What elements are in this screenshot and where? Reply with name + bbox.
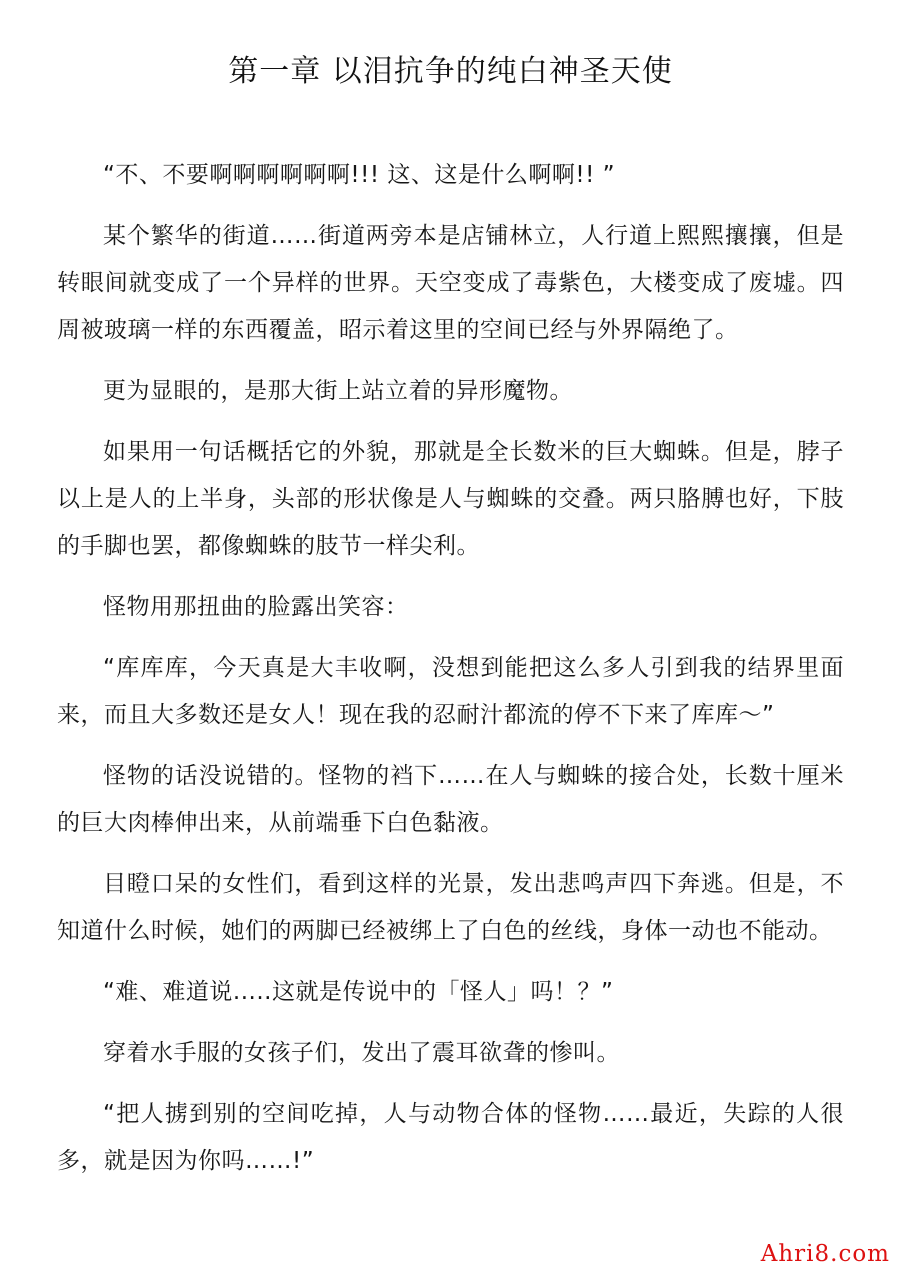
paragraph: 穿着水手服的女孩子们，发出了震耳欲聋的惨叫。	[103, 1040, 620, 1066]
paragraph: 更为显眼的，是那大街上站立着的异形魔物。	[103, 378, 573, 404]
watermark-link[interactable]: Ahri8.com	[760, 1241, 890, 1267]
paragraph: 目瞪口呆的女性们，看到这样的光景，发出悲鸣声四下奔逃。但是，不知道什么时候，她们的两脚已经被绑上了白色的丝线，身体一动也不能动。	[57, 871, 844, 944]
paragraph: “库库库，今天真是大丰收啊，没想到能把这么多人引到我的结界里面来，而且大多数还是女人！现在我的忍耐汁都流的停不下来了库库～”	[57, 655, 844, 728]
paragraph: 如果用一句话概括它的外貌，那就是全长数米的巨大蜘蛛。但是，脖子以上是人的上半身，头部的形状像是人与蜘蛛的交叠。两只胳膊也好，下肢的手脚也罢，都像蜘蛛的肢节一样尖利。	[57, 439, 844, 559]
paragraph: 某个繁华的街道……街道两旁本是店铺林立，人行道上熙熙攘攘，但是转眼间就变成了一个异样的世界。天空变成了毒紫色，大楼变成了废墟。四周被玻璃一样的东西覆盖，昭示着这里的空间已经与外界隔绝了。	[57, 223, 844, 343]
paragraph: “不、不要啊啊啊啊啊啊!!! 这、这是什么啊啊!! ”	[103, 162, 616, 188]
paragraph: 怪物的话没说错的。怪物的裆下……在人与蜘蛛的接合处，长数十厘米的巨大肉棒伸出来，从前端垂下白色黏液。	[57, 763, 844, 836]
chapter-body	[57, 152, 844, 1185]
chapter-title: 第一章 以泪抗争的纯白神圣天使	[228, 54, 673, 89]
paragraph: 怪物用那扭曲的脸露出笑容：	[103, 594, 409, 620]
paragraph: “把人掳到别的空间吃掉，人与动物合体的怪物……最近，失踪的人很多，就是因为你吗……!”	[57, 1101, 844, 1174]
paragraph: “难、难道说.....这就是传说中的「怪人」吗！？”	[103, 979, 614, 1005]
